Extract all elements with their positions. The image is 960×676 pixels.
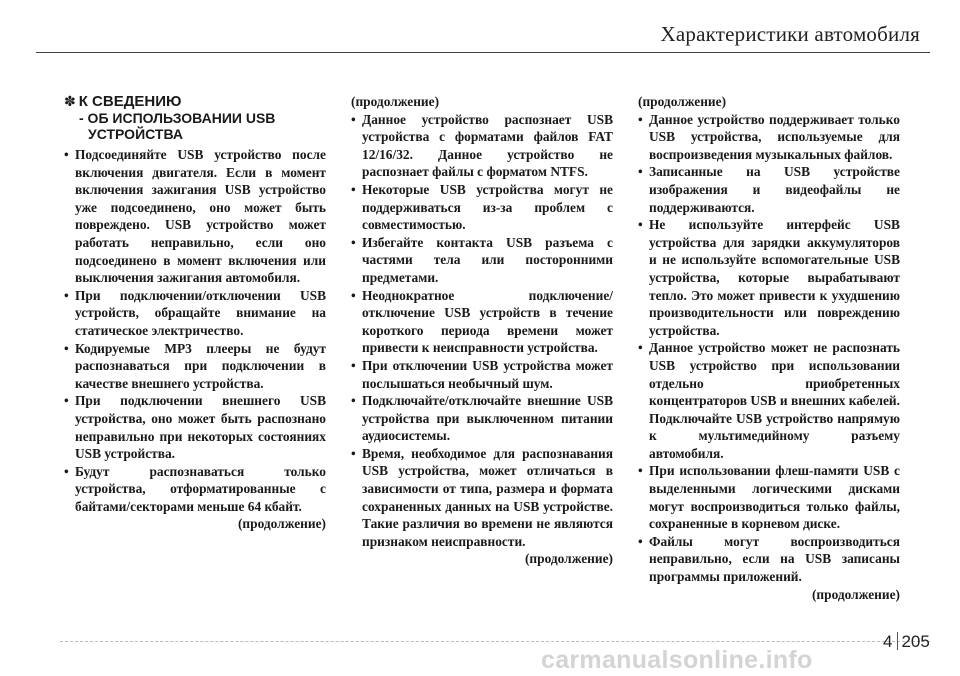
continued-label: (продолжение) <box>811 586 900 602</box>
list-item: • При подключении внешнего USB устройства, оно может быть распознано неправильно при некоторых состояниях USB устройства. <box>62 392 326 462</box>
page-number <box>883 632 930 652</box>
watermark: carmanualsonline.info <box>541 646 813 674</box>
section-title-text: К СВЕДЕНИЮ <box>78 93 182 110</box>
list-item: • Время, необходимое для распознавания USB устройства, может отличаться в зависимости от типа, размера и формата сохраненных данных на USB устройстве. Такие различия во времени не являются признаком неисправности. <box>349 445 613 551</box>
list-item: • Данное устройство поддерживает только USB устройства, используемые для воспроизведения музыкальных файлов. <box>636 111 900 164</box>
list-item: • При отключении USB устройства может послышаться необычный шум. <box>349 357 613 392</box>
list-item: • Записанные на USB устройстве изображения и видеофайлы не поддерживаются. <box>636 163 900 216</box>
list-item: • Данное устройство распознает USB устройства с форматами файлов FAT 12/16/32. Данное устройство не распознает файлы с форматом NTFS. <box>349 111 613 181</box>
page-number-separator <box>897 632 898 650</box>
list-item: • Не используйте интерфейс USB устройства для зарядки аккумуляторов и не используйте вспомогательные USB устройства, которые вырабатывают тепло. Это может привести к ухудшению производительности или повреждению устройства. <box>636 216 900 339</box>
list-item: • При использовании флеш-памяти USB с выделенными логическими дисками могут воспроизводиться только файлы, сохраненные в корневом диске. <box>636 462 900 532</box>
list-item: • Избегайте контакта USB разъема с частями тела или посторонними предметами. <box>349 234 613 287</box>
continued-heading: (продолжение) <box>351 94 440 109</box>
list-item: • Неоднократное подключение/отключение USB устройств в течение короткого периода времени может привести к неисправности устройства. <box>349 287 613 357</box>
column-1 <box>62 93 326 533</box>
section-subtitle: - ОБ ИСПОЛЬЗОВАНИИ USB УСТРОЙСТВА <box>79 110 276 142</box>
list-item: • Подключайте/отключайте внешние USB устройства при выключенном питании аудиосистемы. <box>349 392 613 445</box>
page-header-title: Характеристики автомобиля <box>660 22 920 46</box>
list-item: • Данное устройство может не распознать USB устройство при использовании отдельно приобретенных концентраторов USB и внешних кабелей. Подключайте USB устройство напрямую к мультимедийному разъему автомобиля. <box>636 339 900 462</box>
chapter-number: 4 <box>883 632 893 651</box>
list-item: • Кодируемые MP3 плееры не будут распознаваться при подключении в качестве внешнего устройства. <box>62 340 326 393</box>
bullet-list <box>636 111 900 586</box>
list-item: • Подсоединяйте USB устройство после включения двигателя. Если в момент включения зажигания USB устройство уже подсоединено, оно может быть повреждено. USB устройство может работать неправильно, если оно подсоединено в момент включения или выключения зажигания автомобиля. <box>62 146 326 287</box>
section-title <box>64 93 326 110</box>
continued-heading: (продолжение) <box>638 94 727 109</box>
list-item: • При подключении/отключении USB устройств, обращайте внимание на статическое электричество. <box>62 287 326 340</box>
column-3 <box>636 93 900 603</box>
page-number-value: 205 <box>901 632 930 651</box>
list-item: • Некоторые USB устройства могут не поддерживаться из-за проблем с совместимостью. <box>349 181 613 234</box>
list-item: • Будут распознаваться только устройства, отформатированные с байтами/секторами меньше 64 кбайт. <box>62 463 326 516</box>
list-item: • Файлы могут воспроизводиться неправильно, если на USB записаны программы приложений. <box>636 533 900 586</box>
footer-divider <box>60 641 930 642</box>
column-2 <box>349 93 613 568</box>
bullet-list <box>62 146 326 515</box>
note-mark-icon: ✽ <box>64 93 76 109</box>
header-divider <box>36 52 930 53</box>
bullet-list <box>349 111 613 551</box>
continued-label: (продолжение) <box>237 516 326 532</box>
continued-label: (продолжение) <box>524 551 613 567</box>
